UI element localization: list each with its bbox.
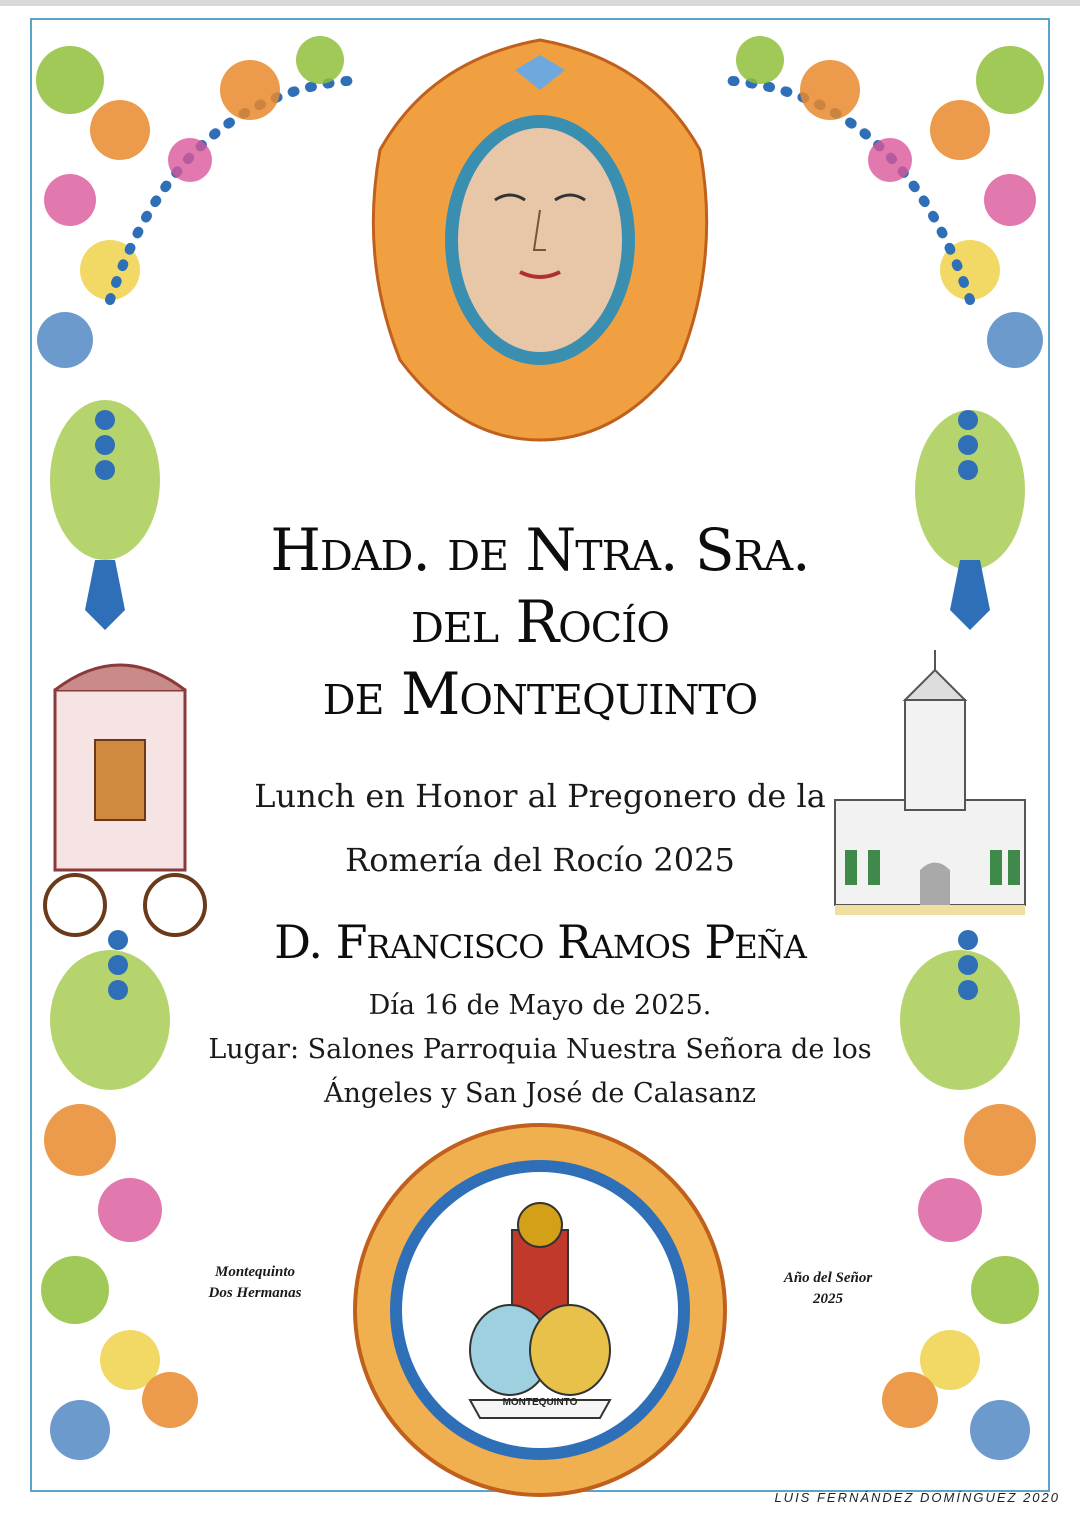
honoree-block <box>0 914 1080 970</box>
event-place-line-2: Ángeles y San José de Calasanz <box>324 1078 756 1109</box>
honoree-name: D. Francisco Ramos Peña <box>274 915 806 969</box>
title-block <box>0 514 1080 730</box>
hermandad-emblem <box>355 1125 725 1495</box>
event-date: Día 16 de Mayo de 2025. <box>368 990 712 1021</box>
title-line-3: de Montequinto <box>322 660 758 728</box>
artist-signature: LUIS FERNÁNDEZ DOMÍNGUEZ 2020 <box>774 1490 1060 1505</box>
year-line-1: Año del Señor <box>783 1270 873 1286</box>
location-line-2: Dos Hermanas <box>208 1285 302 1301</box>
title-line-2: del Rocío <box>411 588 669 656</box>
year-line-2: 2025 <box>813 1291 843 1307</box>
details-block <box>0 984 1080 1116</box>
location-line-1: Montequinto <box>214 1264 296 1280</box>
event-place-line-1: Lugar: Salones Parroquia Nuestra Señora de los <box>208 1034 872 1065</box>
event-block <box>0 764 1080 892</box>
emblem-banner-text: MONTEQUINTO <box>502 1397 578 1408</box>
event-line-2: Romería del Rocío 2025 <box>345 841 735 879</box>
year-note <box>748 1268 908 1310</box>
virgin-medallion <box>373 40 706 440</box>
location-note <box>175 1262 335 1304</box>
title-line-1: Hdad. de Ntra. Sra. <box>270 516 810 584</box>
event-line-1: Lunch en Honor al Pregonero de la <box>254 777 826 815</box>
